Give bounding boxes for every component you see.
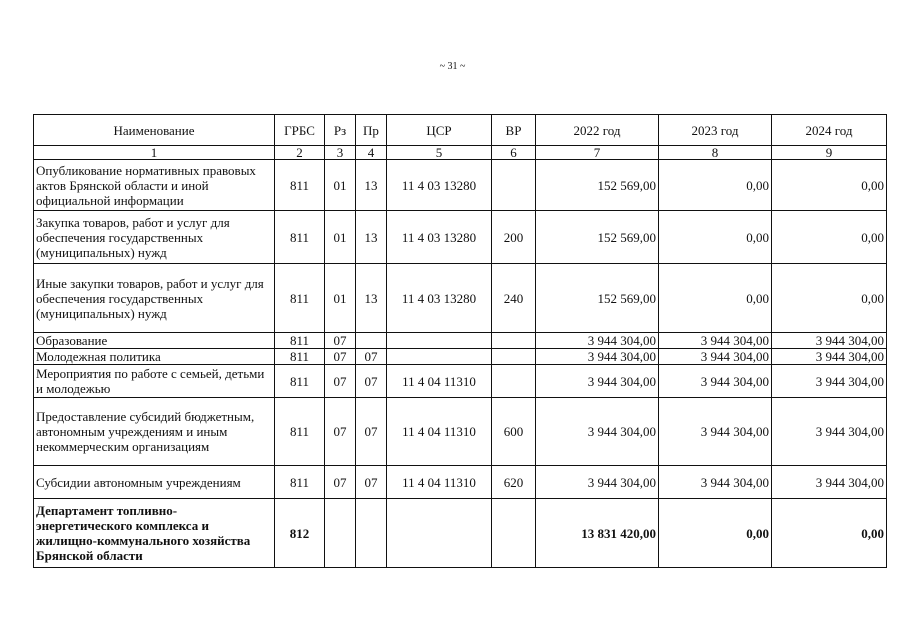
row-grbs: 811 [275, 349, 325, 365]
table-row [34, 365, 887, 398]
row-name: Молодежная политика [34, 349, 275, 365]
column-number: 2 [275, 146, 325, 160]
row-csr: 11 4 04 11310 [387, 365, 492, 398]
row-pr: 13 [356, 160, 387, 211]
row-2024: 0,00 [772, 499, 887, 568]
row-2022: 3 944 304,00 [536, 349, 659, 365]
row-rz: 07 [325, 398, 356, 466]
row-name: Субсидии автономным учреждениям [34, 466, 275, 499]
row-2024: 3 944 304,00 [772, 365, 887, 398]
table-row [34, 333, 887, 349]
row-csr: 11 4 03 13280 [387, 160, 492, 211]
row-pr [356, 333, 387, 349]
row-2022: 152 569,00 [536, 264, 659, 333]
row-vr: 200 [492, 211, 536, 264]
header-2023: 2023 год [659, 115, 772, 146]
row-pr: 07 [356, 349, 387, 365]
row-pr: 13 [356, 264, 387, 333]
column-number: 3 [325, 146, 356, 160]
column-number: 6 [492, 146, 536, 160]
row-rz: 01 [325, 264, 356, 333]
row-2022: 3 944 304,00 [536, 365, 659, 398]
row-vr [492, 349, 536, 365]
row-grbs: 811 [275, 466, 325, 499]
row-2024: 3 944 304,00 [772, 466, 887, 499]
header-name: Наименование [34, 115, 275, 146]
row-grbs: 812 [275, 499, 325, 568]
row-2024: 0,00 [772, 160, 887, 211]
row-2024: 0,00 [772, 264, 887, 333]
row-grbs: 811 [275, 211, 325, 264]
row-grbs: 811 [275, 365, 325, 398]
row-rz: 01 [325, 160, 356, 211]
table-row [34, 398, 887, 466]
column-number: 8 [659, 146, 772, 160]
row-vr [492, 333, 536, 349]
row-2023: 3 944 304,00 [659, 333, 772, 349]
column-number: 7 [536, 146, 659, 160]
row-2023: 3 944 304,00 [659, 398, 772, 466]
table-row [34, 211, 887, 264]
column-number-row [34, 146, 887, 160]
row-2023: 0,00 [659, 211, 772, 264]
header-rz: Рз [325, 115, 356, 146]
row-pr: 07 [356, 466, 387, 499]
header-2024: 2024 год [772, 115, 887, 146]
table-row [34, 160, 887, 211]
row-vr: 600 [492, 398, 536, 466]
row-vr: 620 [492, 466, 536, 499]
row-grbs: 811 [275, 398, 325, 466]
table-row [34, 264, 887, 333]
column-number: 5 [387, 146, 492, 160]
row-pr: 13 [356, 211, 387, 264]
row-2022: 3 944 304,00 [536, 333, 659, 349]
row-2022: 13 831 420,00 [536, 499, 659, 568]
row-2022: 152 569,00 [536, 160, 659, 211]
row-2023: 0,00 [659, 160, 772, 211]
row-name: Иные закупки товаров, работ и услуг для обеспечения государственных (муниципальных) нужд [34, 264, 275, 333]
table-row [34, 349, 887, 365]
row-name: Департамент топливно-энергетического комплекса и жилищно-коммунального хозяйства Брянской области [34, 499, 275, 568]
row-2023: 0,00 [659, 264, 772, 333]
budget-table [33, 114, 887, 568]
row-2024: 3 944 304,00 [772, 398, 887, 466]
row-pr: 07 [356, 365, 387, 398]
column-number: 9 [772, 146, 887, 160]
row-2024: 3 944 304,00 [772, 349, 887, 365]
row-2023: 3 944 304,00 [659, 466, 772, 499]
row-name: Образование [34, 333, 275, 349]
row-vr [492, 499, 536, 568]
row-rz [325, 499, 356, 568]
row-2023: 3 944 304,00 [659, 365, 772, 398]
row-csr: 11 4 03 13280 [387, 264, 492, 333]
row-grbs: 811 [275, 333, 325, 349]
row-2022: 3 944 304,00 [536, 398, 659, 466]
row-vr [492, 365, 536, 398]
row-vr: 240 [492, 264, 536, 333]
row-2023: 0,00 [659, 499, 772, 568]
row-2024: 0,00 [772, 211, 887, 264]
row-csr: 11 4 04 11310 [387, 398, 492, 466]
row-name: Мероприятия по работе с семьей, детьми и молодежью [34, 365, 275, 398]
row-rz: 07 [325, 333, 356, 349]
table-row-department [34, 499, 887, 568]
header-vr: ВР [492, 115, 536, 146]
table-row [34, 466, 887, 499]
row-vr [492, 160, 536, 211]
row-csr: 11 4 03 13280 [387, 211, 492, 264]
row-2023: 3 944 304,00 [659, 349, 772, 365]
row-csr: 11 4 04 11310 [387, 466, 492, 499]
header-2022: 2022 год [536, 115, 659, 146]
row-pr: 07 [356, 398, 387, 466]
row-2022: 3 944 304,00 [536, 466, 659, 499]
column-number: 1 [34, 146, 275, 160]
row-csr [387, 333, 492, 349]
row-2022: 152 569,00 [536, 211, 659, 264]
header-row [34, 115, 887, 146]
row-rz: 07 [325, 349, 356, 365]
row-rz: 07 [325, 365, 356, 398]
row-pr [356, 499, 387, 568]
row-name: Опубликование нормативных правовых актов Брянской области и иной официальной информации [34, 160, 275, 211]
row-grbs: 811 [275, 264, 325, 333]
header-pr: Пр [356, 115, 387, 146]
row-rz: 01 [325, 211, 356, 264]
header-csr: ЦСР [387, 115, 492, 146]
row-rz: 07 [325, 466, 356, 499]
row-grbs: 811 [275, 160, 325, 211]
column-number: 4 [356, 146, 387, 160]
header-grbs: ГРБС [275, 115, 325, 146]
row-csr [387, 349, 492, 365]
row-csr [387, 499, 492, 568]
row-name: Закупка товаров, работ и услуг для обеспечения государственных (муниципальных) нужд [34, 211, 275, 264]
page-number: ~ 31 ~ [439, 61, 466, 72]
row-name: Предоставление субсидий бюджетным, автономным учреждениям и иным некоммерческим организациям [34, 398, 275, 466]
row-2024: 3 944 304,00 [772, 333, 887, 349]
